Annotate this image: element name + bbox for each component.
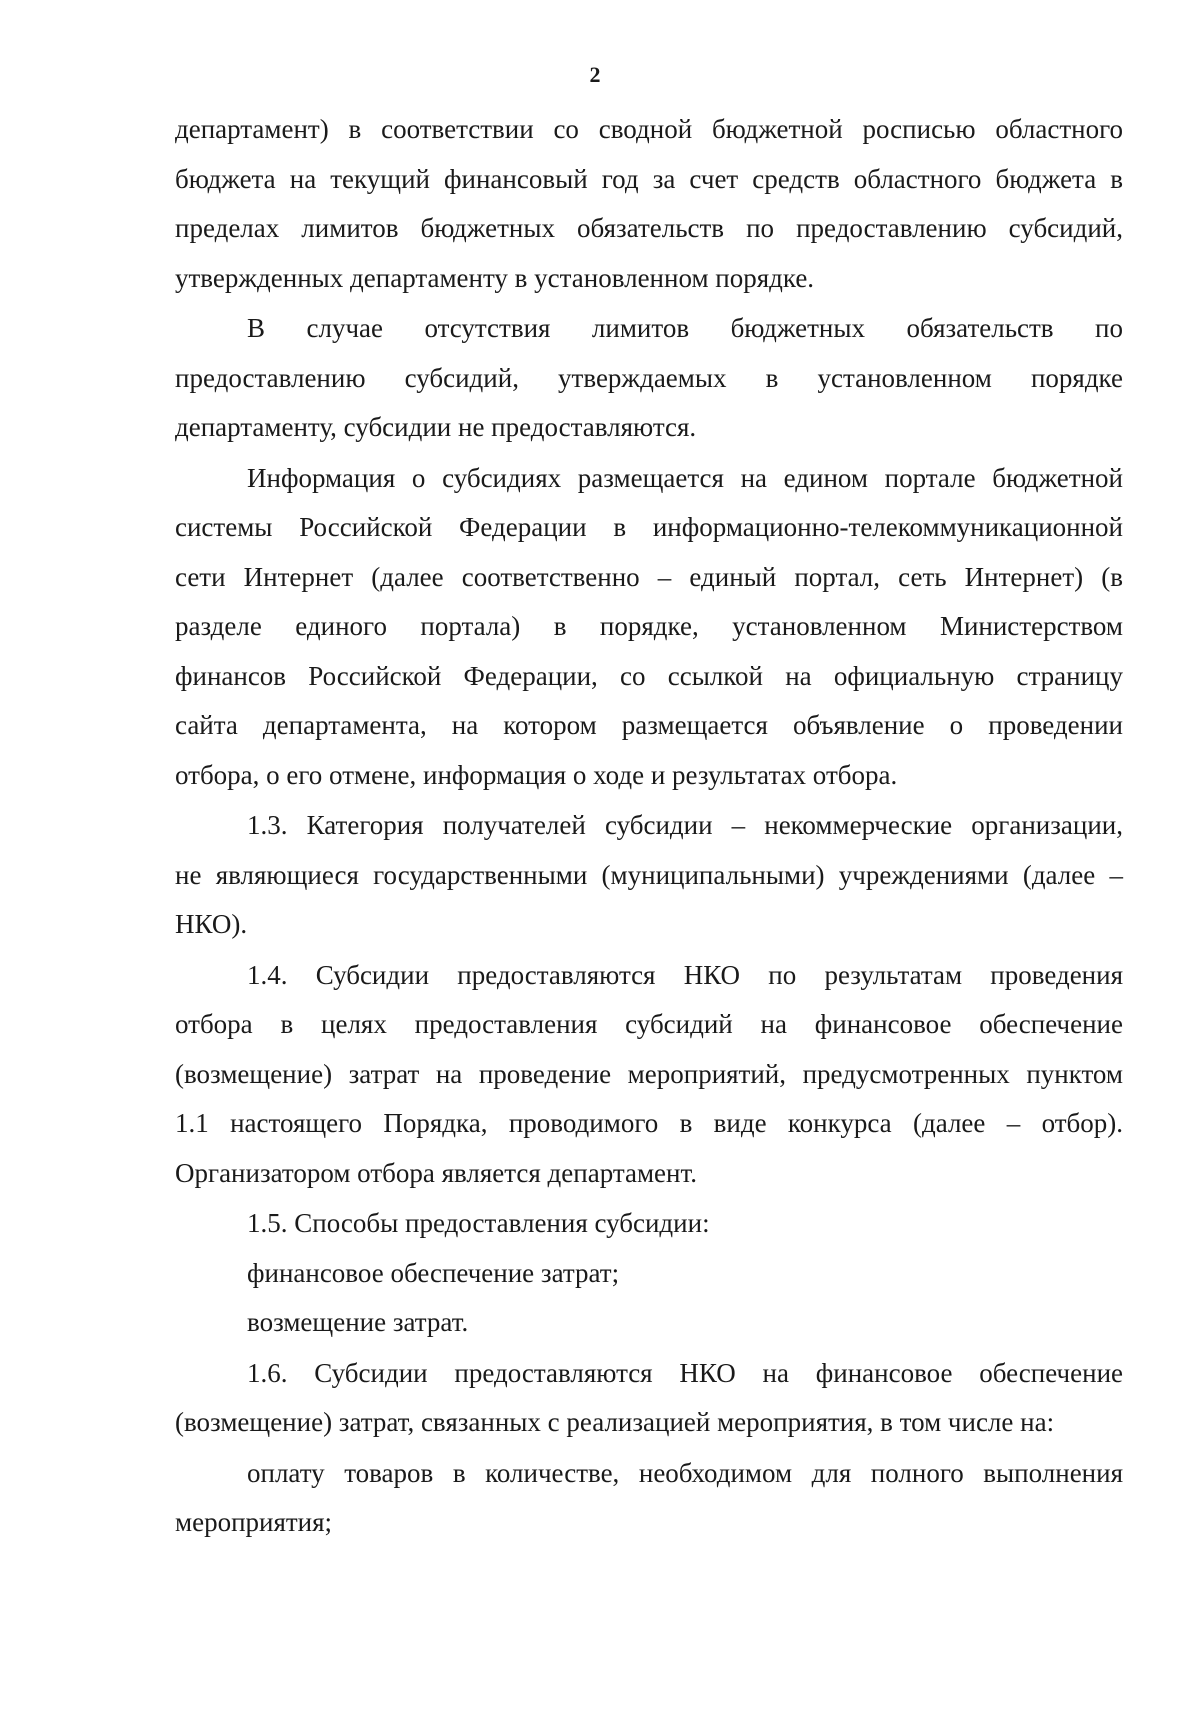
- paragraph-line: финансов Российской Федерации, со ссылкой на официальную страницу: [175, 660, 1123, 691]
- paragraph-line: (возмещение) затрат на проведение мероприятий, предусмотренных пунктом: [175, 1058, 1123, 1089]
- paragraph-line: системы Российской Федерации в информационно-телекоммуникационной: [175, 512, 1123, 542]
- paragraph-line: НКО).: [175, 909, 248, 939]
- list-item: финансовое обеспечение затрат;: [247, 1257, 620, 1288]
- paragraph-line: сайта департамента, на котором размещается объявление о проведении: [175, 710, 1123, 740]
- paragraph-line: департамент) в соответствии со сводной бюджетной росписью областного: [175, 114, 1123, 144]
- paragraph-line: мероприятия;: [175, 1507, 333, 1537]
- paragraph-line: Организатором отбора является департамент.: [175, 1157, 698, 1188]
- paragraph-line: 1.1 настоящего Порядка, проводимого в виде конкурса (далее – отбор).: [175, 1108, 1123, 1138]
- document-body: [175, 105, 1123, 1548]
- paragraph-line: Информация о субсидиях размещается на едином портале бюджетной: [247, 462, 1123, 493]
- paragraph-line: пределах лимитов бюджетных обязательств по предоставлению субсидий,: [175, 213, 1123, 243]
- paragraph-line: департаменту, субсидии не предоставляются.: [175, 412, 697, 442]
- list-item: возмещение затрат.: [247, 1307, 469, 1337]
- paragraph-line: отбора в целях предоставления субсидий на финансовое обеспечение: [175, 1009, 1123, 1039]
- paragraph-line: (возмещение) затрат, связанных с реализацией мероприятия, в том числе на:: [175, 1407, 1055, 1437]
- page-number: 2: [589, 62, 601, 87]
- paragraph-line: 1.4. Субсидии предоставляются НКО по результатам проведения: [247, 959, 1123, 990]
- paragraph-line: не являющиеся государственными (муниципальными) учреждениями (далее –: [175, 859, 1123, 890]
- paragraph-line: 1.5. Способы предоставления субсидии:: [247, 1208, 710, 1238]
- paragraph-line: предоставлению субсидий, утверждаемых в установленном порядке: [175, 362, 1123, 393]
- paragraph-line: сети Интернет (далее соответственно – единый портал, сеть Интернет) (в: [175, 561, 1123, 592]
- paragraph-line: В случае отсутствия лимитов бюджетных обязательств по: [247, 313, 1123, 343]
- paragraph-line: оплату товаров в количестве, необходимом для полного выполнения: [247, 1457, 1123, 1488]
- paragraph-line: 1.6. Субсидии предоставляются НКО на финансовое обеспечение: [247, 1357, 1123, 1388]
- paragraph-line: отбора, о его отмене, информация о ходе и результатах отбора.: [175, 759, 898, 790]
- paragraph-line: 1.3. Категория получателей субсидии – некоммерческие организации,: [247, 810, 1123, 840]
- paragraph-line: утвержденных департаменту в установленном порядке.: [175, 262, 815, 293]
- paragraph-line: бюджета на текущий финансовый год за счет средств областного бюджета в: [175, 163, 1123, 194]
- paragraph-line: разделе единого портала) в порядке, установленном Министерством: [175, 611, 1123, 641]
